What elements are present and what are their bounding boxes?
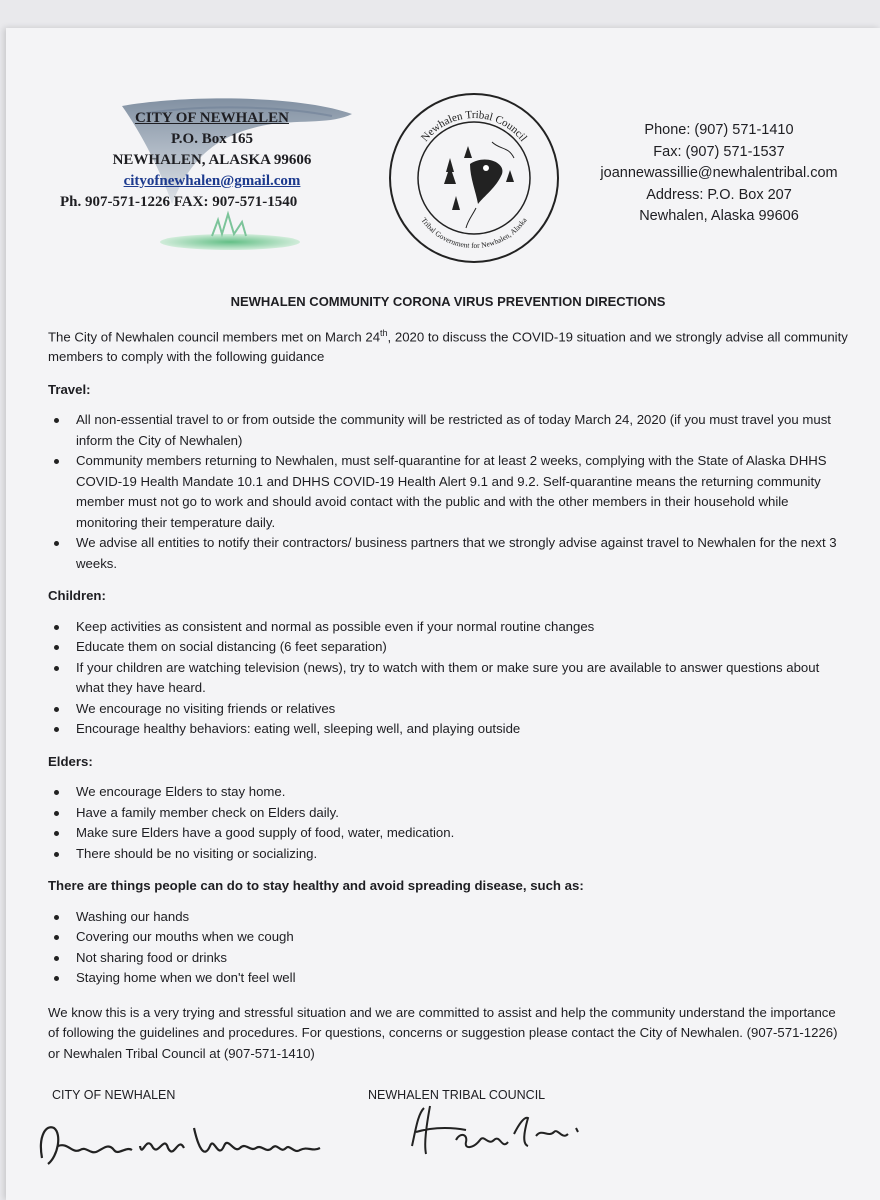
intro-paragraph: The City of Newhalen council members met on March 24th, 2020 to discuss the COVID-19 situation and we strongly advise all community members to comply with the following guidance: [48, 327, 848, 365]
section-elders: [48, 752, 848, 865]
list-item: Keep activities as consistent and normal as possible even if your normal routine changes: [76, 617, 848, 638]
tribal-city: Newhalen, Alaska 99606: [639, 208, 799, 224]
list-item: Staying home when we don't feel well: [76, 968, 848, 989]
city-signature-image: [28, 1106, 338, 1176]
list-item: Not sharing food or drinks: [76, 948, 848, 969]
seal-top-text: Newhalen Tribal Council: [418, 108, 530, 144]
city-address: NEWHALEN, ALASKA 99606: [112, 152, 312, 168]
tribal-phone: Phone: (907) 571-1410: [644, 122, 794, 138]
closing-paragraph: We know this is a very trying and stressful situation and we are committed to assist and help the community understand the importance of following the guidelines and procedures. For questions, concerns or suggestion please contact the City of Newhalen. (907-571-1226) or Newhalen Tribal Council at (907-571-1410): [48, 1004, 838, 1061]
section-heading: Elders:: [48, 753, 93, 769]
tribal-fax: Fax: (907) 571-1537: [653, 143, 785, 160]
list-item: Community members returning to Newhalen, must self-quarantine for at least 2 weeks, complying with the State of Alaska DHHS COVID-19 Health Mandate 10.1 and DHHS COVID-19 Health Alert 9.1 and 9.2. Self-quarantine means the returning community member must not go to work and should avoid contact with the public and with the other members in their household while monitoring their temperature daily.: [76, 451, 848, 533]
document-body: [48, 292, 848, 1064]
list-item: There should be no visiting or socializing.: [76, 844, 848, 865]
list-item: We encourage no visiting friends or relatives: [76, 699, 848, 720]
section-heading: Travel:: [48, 381, 91, 397]
list-item: Washing our hands: [76, 907, 848, 928]
seal-bottom-text: Tribal Government for Newhalen, Alaska: [419, 215, 529, 251]
svg-text:Newhalen Tribal Council: [419, 109, 529, 144]
city-po-box: P.O. Box 165: [171, 131, 253, 147]
section-heading: Children:: [48, 588, 106, 604]
svg-text:Tribal Government for Newhalen: [419, 215, 529, 250]
section-children: [48, 586, 848, 740]
list-item: We encourage Elders to stay home.: [76, 782, 848, 803]
tribal-signature-label: NEWHALEN TRIBAL COUNCIL: [368, 1088, 546, 1102]
list-item: We advise all entities to notify their contractors/ business partners that we strongly advise against travel to Newhalen for the next 3 weeks.: [76, 533, 848, 574]
list-item: Educate them on social distancing (6 feet separation): [76, 637, 848, 658]
tribal-address: Address: P.O. Box 207: [646, 186, 792, 203]
city-email-link[interactable]: cityofnewhalen@gmail.com: [123, 173, 301, 189]
tribal-contact-block: [574, 120, 864, 228]
list-item: All non-essential travel to or from outside the community will be restricted as of today March 24, 2020 (if you must travel you must inform the City of Newhalen): [76, 410, 848, 451]
city-name: CITY OF NEWHALEN: [135, 110, 289, 126]
list-item: Make sure Elders have a good supply of food, water, medication.: [76, 823, 848, 844]
city-signature-label: CITY OF NEWHALEN: [52, 1088, 176, 1102]
list-item: Covering our mouths when we cough: [76, 927, 848, 948]
list-item: If your children are watching television (news), try to watch with them or make sure you are available to answer questions about what they have heard.: [76, 658, 848, 699]
section-heading: There are things people can do to stay healthy and avoid spreading disease, such as:: [48, 878, 584, 894]
section-travel: [48, 380, 848, 575]
page-title: NEWHALEN COMMUNITY CORONA VIRUS PREVENTION DIRECTIONS: [230, 294, 666, 309]
city-letterhead: [52, 84, 372, 274]
tribal-council-seal-icon: [388, 92, 560, 264]
section-stay-healthy: [48, 876, 848, 989]
tribal-signature-image: [396, 1098, 596, 1164]
list-item: Encourage healthy behaviors: eating well, sleeping well, and playing outside: [76, 719, 848, 740]
city-phone-fax: Ph. 907-571-1226 FAX: 907-571-1540: [60, 194, 298, 210]
list-item: Have a family member check on Elders daily.: [76, 803, 848, 824]
tribal-email[interactable]: joannewassillie@newhalentribal.com: [600, 165, 838, 181]
